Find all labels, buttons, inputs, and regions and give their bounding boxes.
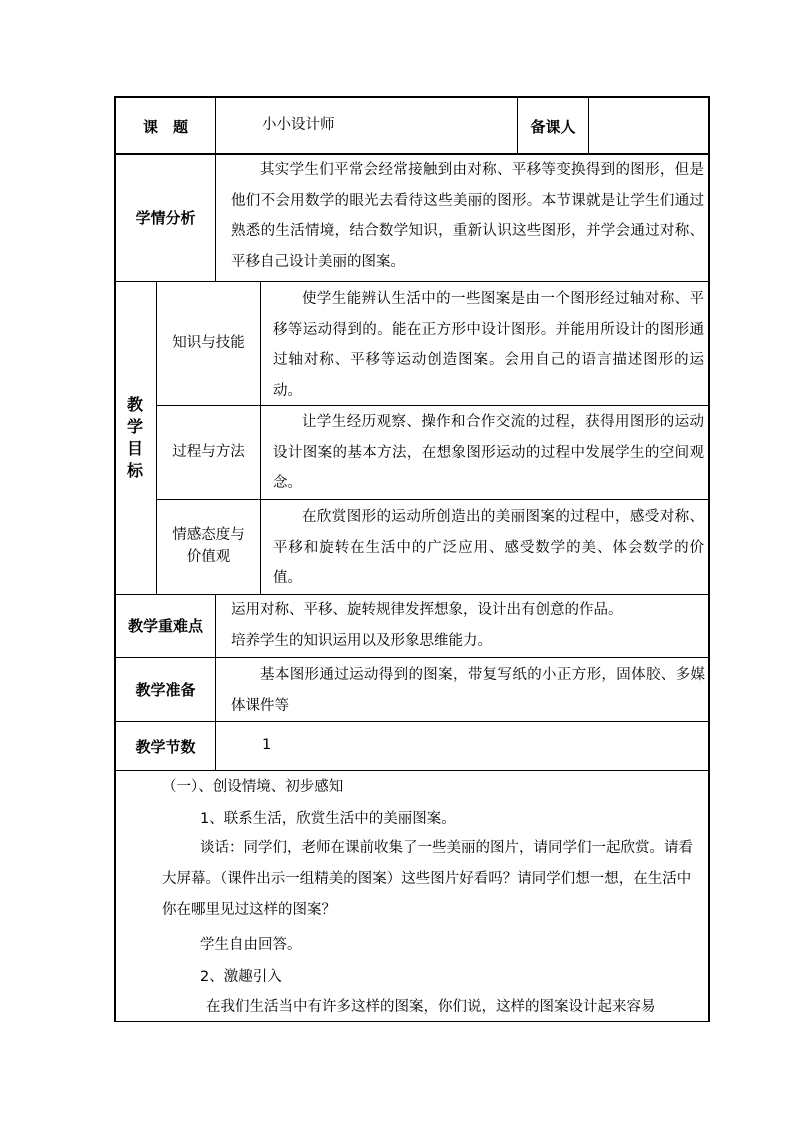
- column-divider: [215, 96, 216, 282]
- periods-label: 教学节数: [135, 738, 196, 756]
- objectives-label: [123, 394, 147, 482]
- topic-value: 小小设计师: [262, 117, 335, 133]
- key-points-line1: 运用对称、平移、旋转规律发挥想象，设计出有创意的作品。: [231, 602, 623, 618]
- process-step2: 2、激趣引入: [200, 969, 282, 985]
- row-divider: [114, 594, 710, 595]
- objectives-label-char: 目: [126, 439, 143, 458]
- objectives-label-char: 标: [126, 461, 143, 480]
- objective-process-text: 让学生经历观察、操作和合作交流的过程，获得用图形的运动设计图案的基本方法，在想象图形运动的过程中发展学生的空间观念。: [273, 414, 704, 491]
- learning-analysis-text: 其实学生们平常会经常接触到由对称、平移等变换得到的图形，但是他们不会用数学的眼光去看待这些美丽的图形。本节课就是让学生们通过熟悉的生活情境，结合数学知识，重新认识这些图形，并学会通过对称、平移自己设计美丽的图案。: [231, 162, 704, 270]
- table-left-border: [114, 96, 116, 1022]
- objective-attitude-label-line1: 情感态度与: [172, 527, 245, 543]
- objective-knowledge-text: 使学生能辨认生活中的一些图案是由一个图形经过轴对称、平移等运动得到的。能在正方形中设计图形。并能用所设计的图形通过轴对称、平移等运动创造图案。会用自己的语言描述图形的运动。: [273, 291, 704, 399]
- column-divider: [588, 96, 589, 154]
- objective-process-label: 过程与方法: [172, 444, 245, 460]
- process-answer: 学生自由回答。: [200, 937, 302, 953]
- objective-attitude-text: 在欣赏图形的运动所创造出的美丽图案的过程中，感受对称、平移和旋转在生活中的广泛应用、感受数学的美、体会数学的价值。: [273, 509, 704, 586]
- key-points-label: 教学重难点: [127, 617, 203, 635]
- row-divider: [114, 281, 710, 282]
- learning-analysis-label: 学情分析: [135, 209, 196, 227]
- column-divider: [260, 281, 261, 595]
- row-divider: [114, 657, 710, 658]
- objectives-label-char: 教: [126, 395, 143, 414]
- objective-knowledge-label: 知识与技能: [172, 335, 245, 351]
- column-divider: [215, 594, 216, 771]
- table-top-border: [114, 96, 710, 98]
- process-talk: 谈话：同学们，老师在课前收集了一些美丽的图片，请同学们一起欣赏。请看大屏幕。（课件出示一组精美的图案）这些图片好看吗？请同学们想一想，在生活中你在哪里见过这样的图案？: [162, 840, 693, 918]
- topic-label: 课 题: [142, 118, 188, 136]
- row-divider: [156, 499, 710, 500]
- process-section-title: （一）、创设情境、初步感知: [162, 779, 344, 795]
- preparation-label: 教学准备: [135, 681, 196, 699]
- preparation-text: 基本图形通过运动得到的图案，带复写纸的小正方形，固体胶、多媒体课件等: [231, 667, 705, 714]
- row-divider: [114, 770, 710, 771]
- row-divider: [114, 721, 710, 722]
- periods-value: 1: [262, 737, 272, 753]
- table-right-border: [708, 96, 710, 1022]
- table-bottom-border: [114, 1021, 710, 1022]
- process-intro: 在我们生活当中有许多这样的图案，你们说，这样的图案设计起来容易: [206, 999, 656, 1015]
- objective-attitude-label-line2: 价值观: [186, 549, 231, 565]
- process-step1: 1、联系生活，欣赏生活中的美丽图案。: [200, 811, 456, 827]
- preparer-label: 备课人: [530, 118, 576, 136]
- objectives-label-char: 学: [126, 417, 143, 436]
- key-points-line2: 培养学生的知识运用以及形象思维能力。: [231, 633, 492, 649]
